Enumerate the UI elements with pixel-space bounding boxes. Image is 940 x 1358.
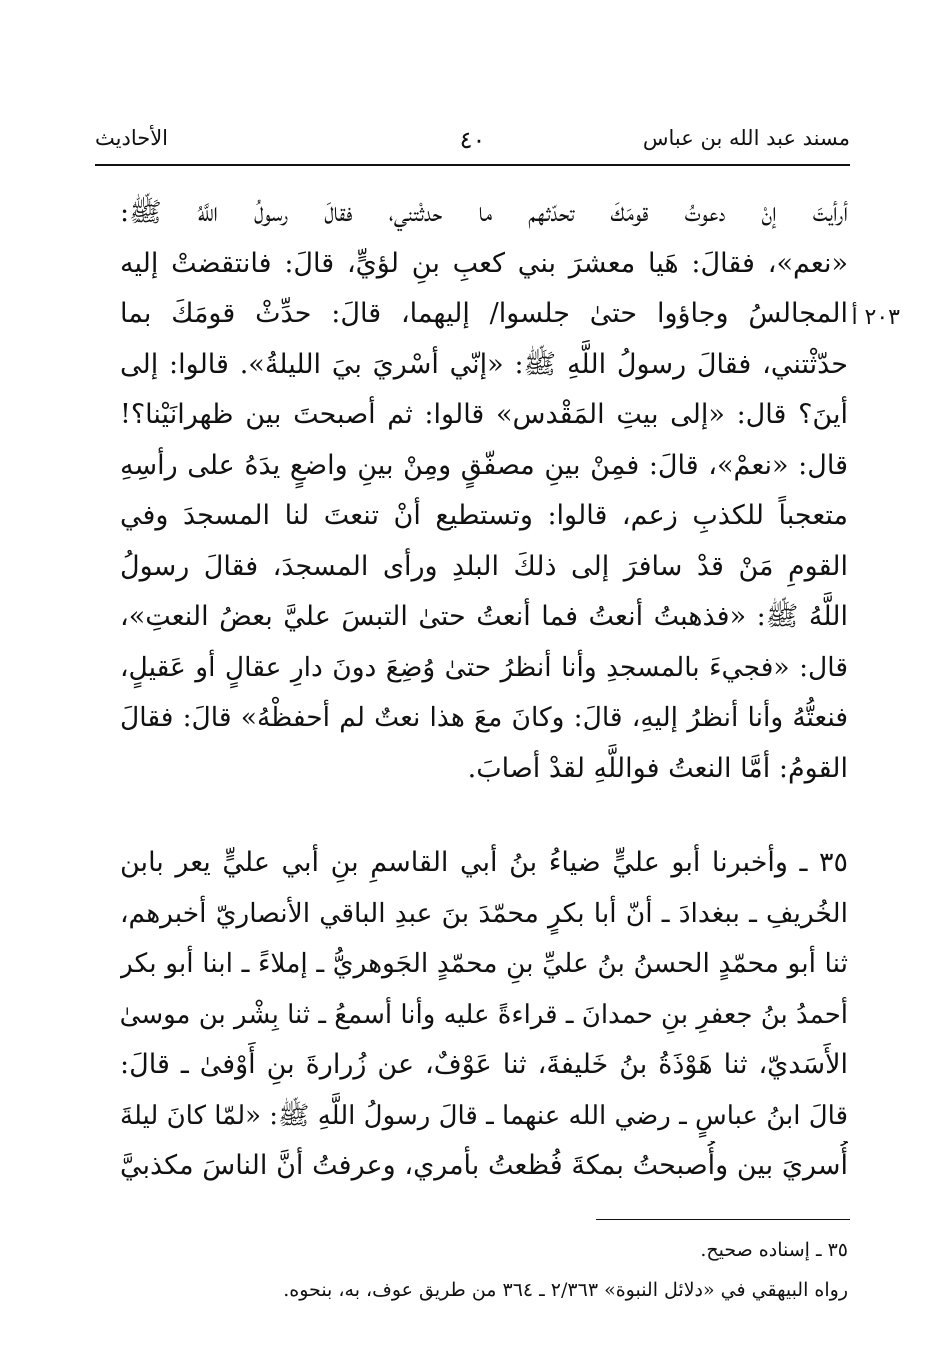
section-title: الأحاديث: [95, 126, 169, 150]
text-line: الخُريفِ ـ ببغدادَ ـ أنّ أبا بكرٍ محمّدَ بنَ عبدِ الباقي الأنصاريّ أخبرهم،: [120, 897, 848, 929]
footnotes: [148, 1230, 848, 1310]
text-line: القومِ مَنْ قدْ سافرَ إلى ذلكَ البلدِ ورأى المسجدَ، فقالَ رسولُ: [120, 550, 848, 582]
footnote-rule: [596, 1219, 850, 1220]
manuscript-folio-note: ٢٠٣ أ: [851, 305, 900, 330]
text-line: «نعم»، فقالَ: هَيا معشرَ بني كعبِ بنِ لؤيٍّ، قالَ: فانتقضتْ إليه: [120, 247, 848, 279]
text-line: قال: «نعمْ»، قالَ: فمِنْ بينِ مصفّقٍ ومِنْ بينِ واضعٍ يدَهُ على رأسِهِ: [120, 449, 848, 481]
text-line: أحمدُ بنُ جعفرِ بنِ حمدانَ ـ قراءةً عليه وأنا أسمعُ ـ ثنا بِشْر بن موسىٰ: [120, 999, 848, 1030]
text-line: القومُ: أمَّا النعتُ فواللَّهِ لقدْ أصابَ.: [467, 752, 848, 784]
text-line: أرأيتَ إنْ دعوتُ قومَكَ تحدّثهم ما حدثْتني، فقالَ رسولُ اللَّهُ ﷺ:: [120, 197, 848, 228]
running-header: [95, 126, 850, 166]
text-line: المجالسُ وجاؤوا حتىٰ جلسوا/ إليهما، قالَ: حدِّثْ قومَكَ بما: [120, 298, 848, 329]
paragraph-hadith-35: [120, 838, 848, 1192]
header-rule: [95, 164, 850, 166]
text-line: قالَ ابنُ عباسٍ ـ رضي الله عنهما ـ قالَ رسولُ اللَّهِ ﷺ: «لمّا كانَ ليلةَ: [120, 1100, 848, 1131]
text-line: ٣٥ ـ وأخبرنا أبو عليٍّ ضياءُ بنُ أبي القاسمِ بنِ أبي عليٍّ يعر بابن: [120, 847, 848, 878]
text-line: ثنا أبو محمّدٍ الحسنُ بنُ عليِّ بنِ محمّدٍ الجَوهريُّ ـ إملاءً ـ ابنا أبو بكر: [120, 948, 848, 979]
footnote-line: ٣٥ ـ إسناده صحيح.: [700, 1239, 848, 1261]
footnote-line: رواه البيهقي في «دلائل النبوة» ٢/٣٦٣ ـ ٣٦٤ من طريق عوف، به، بنحوه.: [283, 1279, 848, 1301]
text-line: قال: «فجيءَ بالمسجدِ وأنا أنظرُ حتىٰ وُضِعَ دونَ دارِ عقالٍ أو عَقيلٍ،: [120, 651, 848, 683]
book-title: مسند عبد الله بن عباس: [642, 126, 850, 150]
text-line: أينَ؟ قال: «إلى بيتِ المَقْدس» قالوا: ثم أصبحتَ بين ظهرانَيْنا؟!: [120, 399, 848, 430]
text-line: حدّثْتني، فقالَ رسولُ اللَّهِ ﷺ: «إنّي أسْريَ بيَ الليلةُ». قالوا: إلى: [120, 348, 848, 380]
paragraph-hadith-34-continued: [120, 188, 848, 794]
text-line: اللَّهُ ﷺ: «فذهبتُ أنعتُ فما أنعتُ حتىٰ التبسَ عليَّ بعضُ النعتِ»،: [120, 601, 848, 632]
text-line: الأَسَديّ، ثنا هَوْذَةُ بنُ خَليفةَ، ثنا عَوْفٌ، عن زُرارةَ بنِ أَوْفىٰ ـ قالَ:: [120, 1049, 848, 1080]
page-number: ٤٠: [459, 126, 486, 154]
text-line: فنعتُّهُ وأنا أنظرُ إليهِ، قالَ: وكانَ معَ هذا نعتٌ لم أحفظْهُ» قالَ: فقالَ: [120, 702, 848, 733]
text-line: متعجباً للكذبِ زعم، قالوا: وتستطيع أنْ تنعتَ لنا المسجدَ وفي: [120, 500, 848, 531]
text-line: أُسريَ بين وأُصبحتُ بمكةَ فُظعتُ بأمري، وعرفتُ أنَّ الناسَ مكذبيَّ: [120, 1150, 848, 1181]
